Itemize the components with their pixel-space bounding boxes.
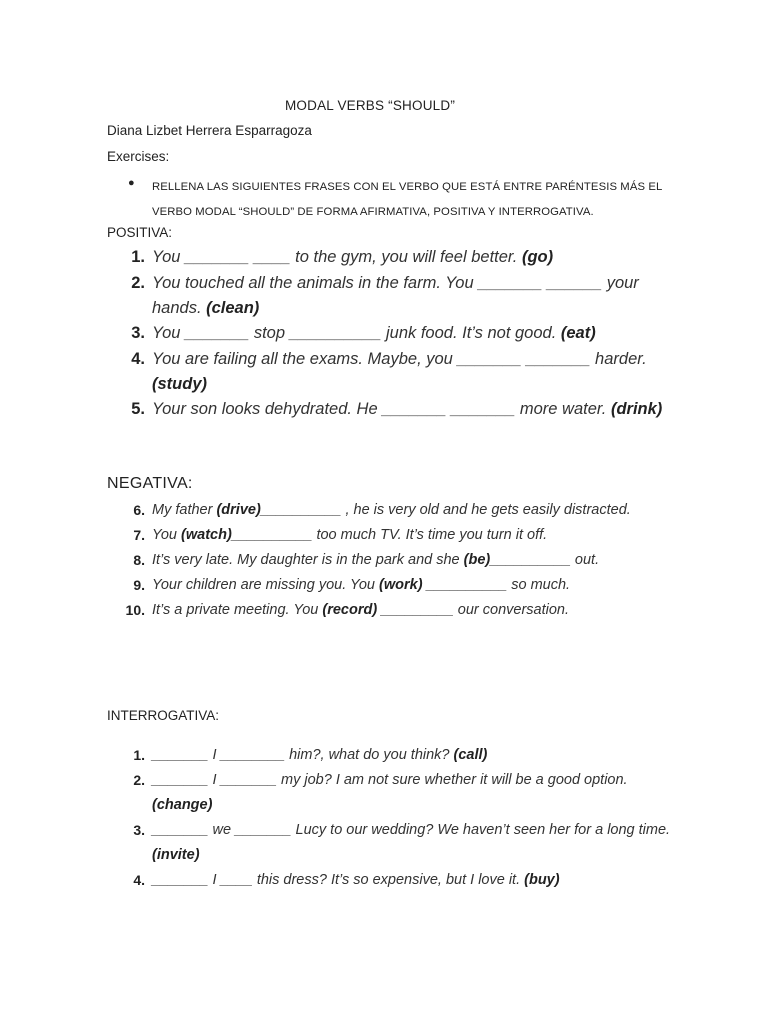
item-number: 4. [133, 872, 145, 888]
exercise-item [107, 598, 677, 623]
item-text-before: Your children are missing you. You [152, 577, 380, 593]
section-heading-interrogativa: INTERROGATIVA: [107, 708, 220, 723]
item-verb: (buy) [524, 872, 560, 888]
negativa-list [107, 498, 677, 623]
instruction-text: RELLENA LAS SIGUIENTES FRASES CON EL VERBO QUE ESTÁ ENTRE PARÉNTESIS MÁS EL VERBO MODAL “SHOULD” DE FORMA AFIRMATIVA, POSITIVA Y INTERROGATIVA. [152, 181, 662, 218]
item-verb: (record) [322, 602, 378, 618]
item-text-after: __________ , he is very old and he gets easily distracted. [260, 502, 631, 518]
item-text-before: It’s very late. My daughter is in the park and she [152, 552, 464, 568]
item-number: 5. [131, 400, 145, 418]
exercise-item [107, 271, 677, 321]
item-number: 9. [133, 577, 145, 593]
item-text-after: __________ so much. [422, 577, 571, 593]
item-text: _______ I ________ him?, what do you think? [152, 747, 454, 763]
exercise-item [107, 743, 677, 768]
item-number: 8. [133, 552, 145, 568]
item-number: 2. [131, 273, 145, 292]
item-text: _______ I ____ this dress? It’s so expensive, but I love it. [152, 872, 525, 888]
author-name: Diana Lizbet Herrera Esparragoza [107, 123, 312, 138]
item-text: You _______ stop __________ junk food. It’s not good. [152, 324, 561, 342]
item-verb: (drink) [610, 400, 663, 418]
item-number: 2. [133, 772, 145, 788]
item-number: 10. [125, 602, 145, 618]
item-text: _______ I _______ my job? I am not sure whether it will be a good option. [152, 772, 628, 788]
item-text-after: __________ out. [490, 552, 600, 568]
item-number: 3. [131, 324, 145, 342]
exercise-item [107, 245, 677, 270]
item-number: 3. [133, 822, 145, 838]
item-verb: (be) [463, 552, 491, 568]
item-text-before: You [152, 527, 182, 543]
item-verb: (call) [453, 747, 488, 763]
exercise-item [107, 397, 677, 422]
item-number: 1. [131, 248, 145, 266]
item-number: 7. [133, 527, 145, 543]
exercise-item [107, 321, 677, 346]
item-number: 4. [131, 349, 145, 368]
item-text: Your son looks dehydrated. He _______ _______ more water. [152, 400, 611, 418]
exercise-item [107, 347, 677, 397]
item-verb: (drive) [216, 502, 261, 518]
instruction-item [128, 175, 688, 225]
bullet-icon: ● [128, 177, 135, 189]
item-text-before: It’s a private meeting. You [152, 602, 323, 618]
item-text: You touched all the animals in the farm. You _______ ______ your hands. [152, 273, 639, 317]
item-verb: (change) [152, 797, 213, 813]
item-text: _______ we _______ Lucy to our wedding? We haven’t seen her for a long time. [152, 822, 671, 838]
exercises-label: Exercises: [107, 149, 170, 164]
exercise-item [107, 573, 677, 598]
exercise-item [107, 818, 677, 868]
item-text-after: _________ our conversation. [377, 602, 570, 618]
section-heading-negativa: NEGATIVA: [107, 475, 193, 492]
item-text: You _______ ____ to the gym, you will feel better. [152, 248, 522, 266]
item-number: 1. [133, 747, 145, 763]
exercise-item [107, 523, 677, 548]
item-verb: (work) [379, 577, 423, 593]
document-title: MODAL VERBS “SHOULD” [284, 98, 456, 113]
item-verb: (eat) [560, 324, 596, 342]
exercise-item [107, 498, 677, 523]
positiva-list [107, 245, 677, 423]
item-verb: (watch) [181, 527, 232, 543]
exercise-item [107, 548, 677, 573]
item-verb: (study) [152, 374, 207, 393]
item-text: You are failing all the exams. Maybe, you _______ _______ harder. [152, 349, 647, 368]
exercise-item [107, 768, 677, 818]
item-text-after: __________ too much TV. It’s time you turn it off. [231, 527, 548, 543]
item-verb: (invite) [152, 847, 200, 863]
section-heading-positiva: POSITIVA: [107, 225, 173, 240]
interrogativa-list [107, 743, 677, 893]
item-verb: (go) [521, 248, 554, 266]
item-text-before: My father [152, 502, 217, 518]
item-verb: (clean) [206, 298, 260, 317]
item-number: 6. [133, 502, 145, 518]
exercise-item [107, 868, 677, 893]
